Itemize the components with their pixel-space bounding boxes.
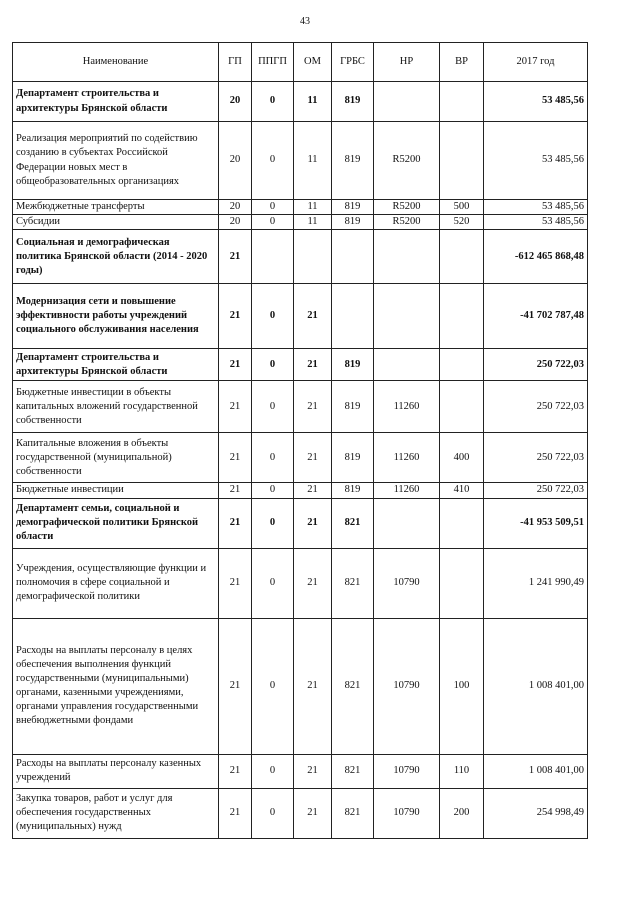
row-ppgp-cell: 0 [252,548,294,618]
row-ppgp-cell: 0 [252,498,294,548]
row-ppgp-cell: 0 [252,618,294,754]
header-om: ОМ [294,43,332,82]
row-ppgp-cell: 0 [252,284,294,349]
row-gp-cell: 20 [219,122,252,200]
row-vr-cell [440,284,484,349]
row-gp-cell: 21 [219,548,252,618]
row-name-cell: Расходы на выплаты персоналу казенных учреждений [13,754,219,788]
row-vr-cell: 110 [440,754,484,788]
row-grbs-cell: 819 [332,122,374,200]
row-nr-cell: 10790 [374,548,440,618]
row-nr-cell: 10790 [374,754,440,788]
row-name-cell: Бюджетные инвестиции [13,483,219,498]
row-vr-cell: 520 [440,215,484,230]
table-row [13,433,588,483]
row-vr-cell: 500 [440,200,484,215]
row-om-cell: 11 [294,82,332,122]
row-amount-cell: 250 722,03 [484,483,588,498]
row-om-cell: 21 [294,548,332,618]
row-grbs-cell: 821 [332,618,374,754]
row-nr-cell: R5200 [374,200,440,215]
table-row [13,215,588,230]
row-grbs-cell [332,284,374,349]
row-amount-cell: 53 485,56 [484,122,588,200]
header-ppgp: ППГП [252,43,294,82]
row-vr-cell: 100 [440,618,484,754]
budget-table [12,42,588,839]
row-om-cell: 21 [294,498,332,548]
row-name-cell: Межбюджетные трансферты [13,200,219,215]
row-om-cell: 21 [294,349,332,381]
row-vr-cell [440,381,484,433]
row-name-cell: Модернизация сети и повышение эффективности работы учреждений социального обслуживания населения [13,284,219,349]
row-amount-cell: 250 722,03 [484,433,588,483]
row-gp-cell: 21 [219,284,252,349]
header-name: Наименование [13,43,219,82]
row-om-cell: 21 [294,433,332,483]
row-grbs-cell: 819 [332,483,374,498]
row-ppgp-cell [252,230,294,284]
table-row [13,349,588,381]
table-row [13,754,588,788]
row-nr-cell [374,498,440,548]
row-grbs-cell: 821 [332,754,374,788]
row-grbs-cell: 819 [332,381,374,433]
row-name-cell: Департамент строительства и архитектуры Брянской области [13,82,219,122]
row-om-cell: 21 [294,284,332,349]
row-om-cell: 21 [294,618,332,754]
row-om-cell: 11 [294,122,332,200]
row-grbs-cell: 821 [332,498,374,548]
row-ppgp-cell: 0 [252,483,294,498]
header-vr: ВР [440,43,484,82]
header-year: 2017 год [484,43,588,82]
row-amount-cell: -41 702 787,48 [484,284,588,349]
row-amount-cell: 1 008 401,00 [484,754,588,788]
table-row [13,230,588,284]
row-nr-cell: 10790 [374,618,440,754]
row-ppgp-cell: 0 [252,200,294,215]
row-nr-cell: R5200 [374,215,440,230]
table-row [13,483,588,498]
row-amount-cell: 250 722,03 [484,381,588,433]
row-vr-cell [440,230,484,284]
row-nr-cell [374,82,440,122]
row-name-cell: Капитальные вложения в объекты государственной (муниципальной) собственности [13,433,219,483]
row-ppgp-cell: 0 [252,215,294,230]
row-ppgp-cell: 0 [252,788,294,838]
row-om-cell: 21 [294,754,332,788]
row-nr-cell: 10790 [374,788,440,838]
row-om-cell: 21 [294,381,332,433]
row-nr-cell: 11260 [374,381,440,433]
row-om-cell [294,230,332,284]
header-grbs: ГРБС [332,43,374,82]
table-row [13,788,588,838]
row-om-cell: 21 [294,788,332,838]
row-grbs-cell: 819 [332,200,374,215]
table-body [13,82,588,839]
row-grbs-cell: 819 [332,433,374,483]
row-nr-cell: 11260 [374,433,440,483]
row-gp-cell: 21 [219,230,252,284]
row-name-cell: Социальная и демографическая политика Брянской области (2014 - 2020 годы) [13,230,219,284]
row-grbs-cell: 821 [332,788,374,838]
row-ppgp-cell: 0 [252,349,294,381]
row-om-cell: 11 [294,215,332,230]
row-name-cell: Департамент строительства и архитектуры Брянской области [13,349,219,381]
row-nr-cell: 11260 [374,483,440,498]
row-vr-cell [440,548,484,618]
row-nr-cell [374,230,440,284]
row-amount-cell: 53 485,56 [484,215,588,230]
table-row [13,200,588,215]
row-vr-cell: 200 [440,788,484,838]
row-name-cell: Бюджетные инвестиции в объекты капитальных вложений государственной собственности [13,381,219,433]
row-amount-cell: -41 953 509,51 [484,498,588,548]
row-vr-cell [440,498,484,548]
table-row [13,548,588,618]
row-grbs-cell: 819 [332,82,374,122]
row-name-cell: Закупка товаров, работ и услуг для обеспечения государственных (муниципальных) нужд [13,788,219,838]
table-row [13,618,588,754]
row-vr-cell [440,349,484,381]
row-name-cell: Учреждения, осуществляющие функции и полномочия в сфере социальной и демографической политики [13,548,219,618]
row-ppgp-cell: 0 [252,381,294,433]
table-header-row [13,43,588,82]
table-row [13,498,588,548]
row-name-cell: Реализация мероприятий по содействию созданию в субъектах Российской Федерации новых мест в общеобразовательных организациях [13,122,219,200]
row-om-cell: 11 [294,200,332,215]
row-nr-cell: R5200 [374,122,440,200]
header-nr: НР [374,43,440,82]
table-row [13,122,588,200]
row-gp-cell: 21 [219,381,252,433]
row-amount-cell: 1 008 401,00 [484,618,588,754]
row-gp-cell: 20 [219,215,252,230]
row-om-cell: 21 [294,483,332,498]
row-amount-cell: 53 485,56 [484,82,588,122]
row-grbs-cell: 819 [332,215,374,230]
table-row [13,82,588,122]
row-gp-cell: 21 [219,618,252,754]
row-amount-cell: 250 722,03 [484,349,588,381]
row-name-cell: Департамент семьи, социальной и демографической политики Брянской области [13,498,219,548]
row-ppgp-cell: 0 [252,122,294,200]
row-gp-cell: 21 [219,433,252,483]
row-vr-cell: 410 [440,483,484,498]
row-name-cell: Субсидии [13,215,219,230]
row-amount-cell: 254 998,49 [484,788,588,838]
row-grbs-cell [332,230,374,284]
row-gp-cell: 21 [219,788,252,838]
row-amount-cell: 53 485,56 [484,200,588,215]
row-nr-cell [374,284,440,349]
row-grbs-cell: 819 [332,349,374,381]
table-row [13,381,588,433]
row-gp-cell: 20 [219,82,252,122]
row-ppgp-cell: 0 [252,433,294,483]
row-vr-cell [440,122,484,200]
row-ppgp-cell: 0 [252,754,294,788]
row-gp-cell: 21 [219,498,252,548]
row-vr-cell: 400 [440,433,484,483]
row-gp-cell: 21 [219,754,252,788]
row-ppgp-cell: 0 [252,82,294,122]
row-amount-cell: 1 241 990,49 [484,548,588,618]
row-gp-cell: 20 [219,200,252,215]
header-gp: ГП [219,43,252,82]
row-nr-cell [374,349,440,381]
row-vr-cell [440,82,484,122]
row-name-cell: Расходы на выплаты персоналу в целях обеспечения выполнения функций государственными (муниципальными) органами, казенными учреждениями, органами управления государственными внебюджетными фондами [13,618,219,754]
row-gp-cell: 21 [219,483,252,498]
row-grbs-cell: 821 [332,548,374,618]
page-number: 43 [300,16,310,27]
table-row [13,284,588,349]
row-gp-cell: 21 [219,349,252,381]
row-amount-cell: -612 465 868,48 [484,230,588,284]
